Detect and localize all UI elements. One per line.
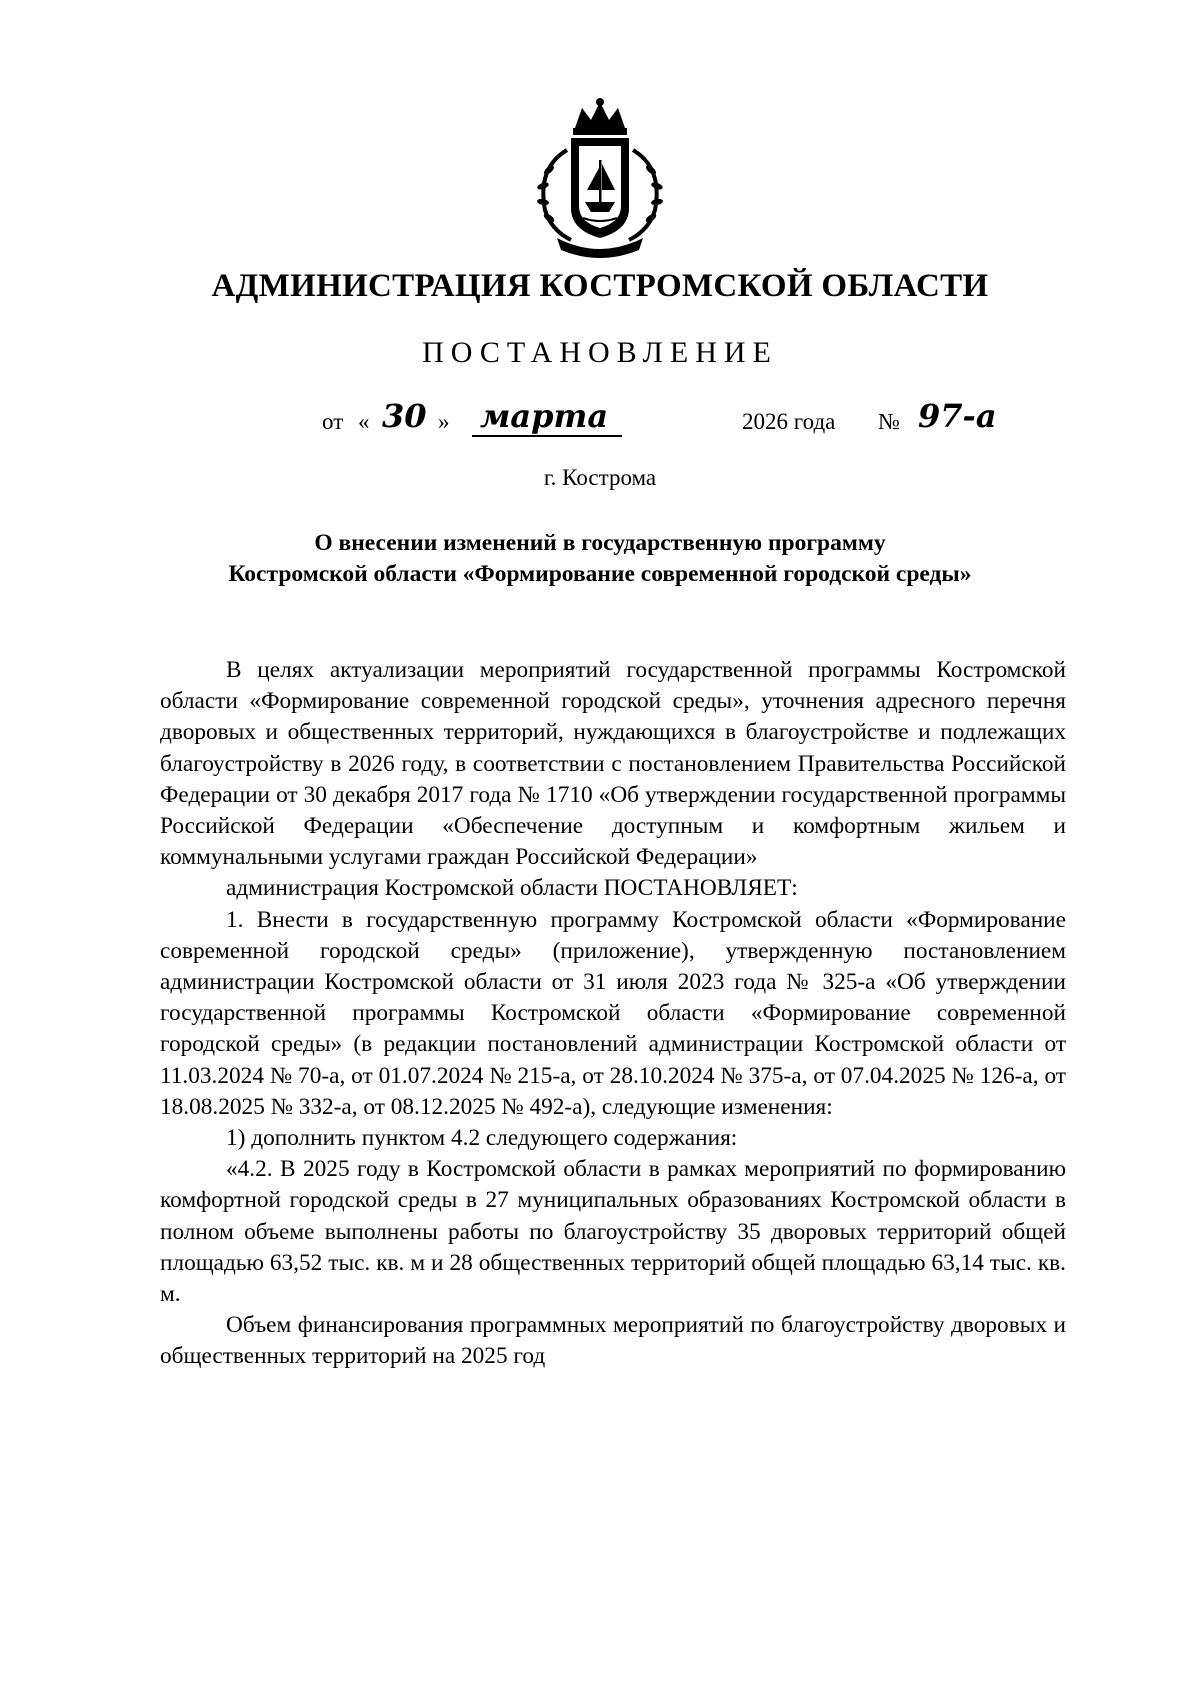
document-number-handwritten: 97-а — [918, 397, 997, 435]
subject-line-2: Костромской области «Формирование современной городской среды» — [228, 561, 972, 587]
quote-close: » — [438, 409, 450, 434]
paragraph-preamble: В целях актуализации мероприятий государственной программы Костромской области «Формирование современной городской среды», уточнения адресного перечня дворовых и общественных территорий, нуждающихся в благоустройстве и подлежащих благоустройству в 2026 году, в соответствии с постановлением Правительства Российской Федерации от 30 декабря 2017 года № 1710 «Об утверждении государственной программы Российской Федерации «Обеспечение доступным и комфортным жильем и коммунальными услугами граждан Российской Федерации» — [160, 657, 1066, 871]
subject-line-1: О внесении изменений в государственную программу — [314, 530, 886, 556]
paragraph-point-4-2: «4.2. В 2025 году в Костромской области в рамках мероприятий по формированию комфортной городской среды в 27 муниципальных образованиях Костромской области в полном объеме выполнены работы по благоустройству 35 дворовых территорий общей площадью 63,52 тыс. кв. м и 28 общественных территорий общей площадью 63,14 тыс. кв. м. — [160, 1156, 1066, 1308]
paragraph-item-1: 1. Внести в государственную программу Костромской области «Формирование современной городской среды» (приложение), утвержденную постановлением администрации Костромской области от 31 июля 2023 года № 325-а «Об утверждении государственной программы Костромской области «Формирование современной городской среды» (в редакции постановлений администрации Костромской области от 11.03.2024 № 70-а, от 01.07.2024 № 215-а, от 28.10.2024 № 375-а, от 07.04.2025 № 126-а, от 18.08.2025 № 332-а, от 08.12.2025 № 492-а), следующие изменения: — [160, 906, 1066, 1120]
month-underline — [472, 435, 622, 437]
document-type: ПОСТАНОВЛЕНИЕ — [422, 336, 778, 369]
paragraph-financing: Объем финансирования программных мероприятий по благоустройству дворовых и общественных территорий на 2025 год — [160, 1312, 1066, 1370]
date-line — [0, 395, 1200, 455]
city: г. Кострома — [543, 465, 657, 490]
date-day-handwritten: 30 — [382, 397, 427, 435]
number-sign: № — [878, 409, 900, 434]
coat-of-arms-icon — [527, 98, 673, 260]
date-prefix: от — [322, 409, 344, 434]
document-subject — [160, 528, 1040, 590]
date-month-handwritten: марта — [480, 397, 609, 435]
document-body — [160, 655, 1066, 1373]
quote-open: « — [358, 409, 370, 434]
paragraph-resolves: администрация Костромской области ПОСТАНОВЛЯЕТ: — [226, 875, 798, 902]
date-year: 2026 года — [742, 409, 836, 434]
organization-title: АДМИНИСТРАЦИЯ КОСТРОМСКОЙ ОБЛАСТИ — [211, 268, 989, 304]
paragraph-subitem-1: 1) дополнить пунктом 4.2 следующего содержания: — [226, 1125, 738, 1152]
